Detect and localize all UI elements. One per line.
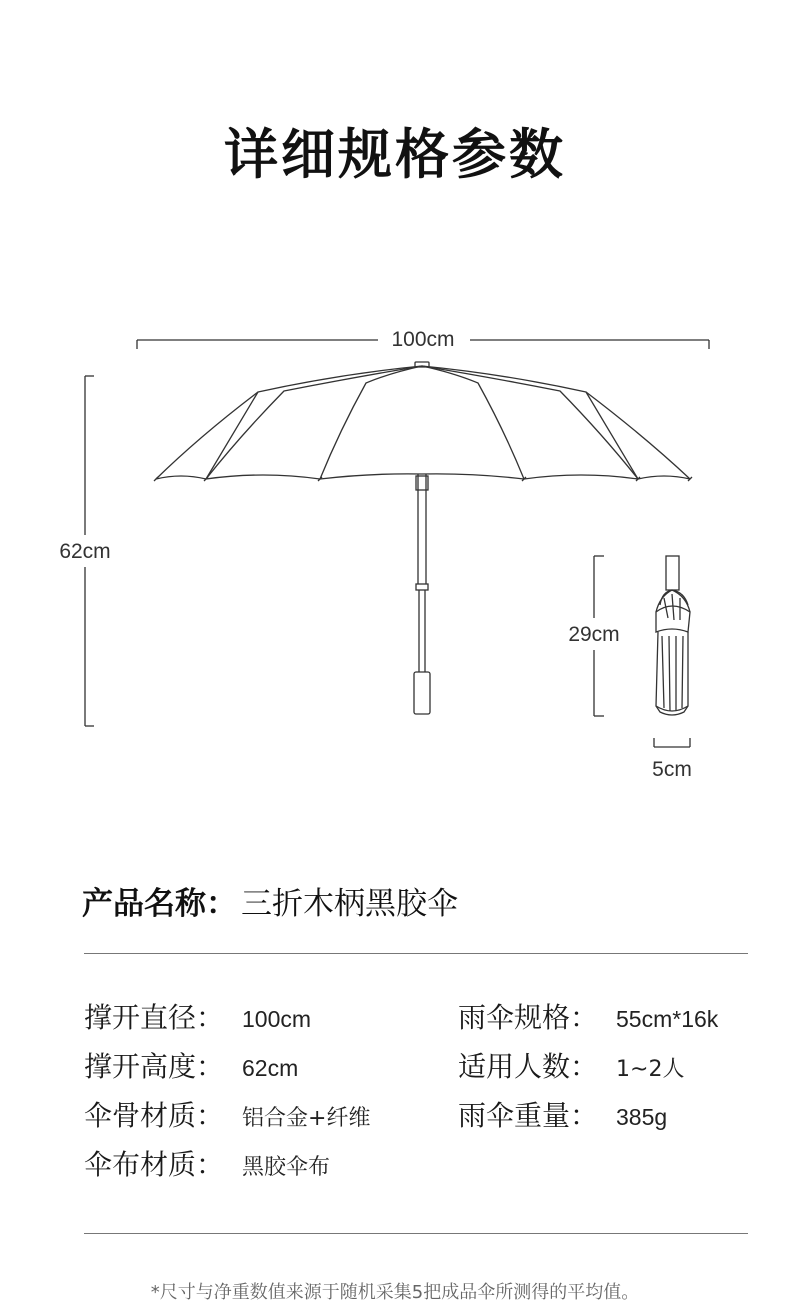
folded-width-label: 5cm xyxy=(652,758,692,781)
spec-value: 62cm xyxy=(242,1055,299,1081)
product-name-value: 三折木柄黑胶伞 xyxy=(241,886,458,922)
spec-value: 1~2人 xyxy=(616,1057,685,1082)
spec-item xyxy=(458,996,718,1036)
width-label: 100cm xyxy=(391,328,455,351)
spec-value: 55cm*16k xyxy=(616,1006,719,1032)
spec-key: 撑开高度： xyxy=(84,1050,225,1083)
divider-top xyxy=(84,953,748,954)
spec-key: 雨伞重量： xyxy=(458,1099,599,1132)
spec-value: 100cm xyxy=(242,1006,312,1032)
spec-key: 适用人数： xyxy=(458,1050,599,1083)
spec-value: 黑胶伞布 xyxy=(242,1155,331,1180)
height-label: 62cm xyxy=(59,540,111,563)
spec-item xyxy=(84,1045,298,1085)
spec-value: 铝合金+纤维 xyxy=(242,1106,371,1131)
spec-value: 385g xyxy=(616,1104,668,1130)
spec-key: 伞布材质： xyxy=(84,1148,225,1181)
spec-item xyxy=(84,1143,330,1183)
divider-bottom xyxy=(84,1233,748,1234)
spec-key: 撑开直径： xyxy=(84,1001,225,1034)
product-name-row xyxy=(82,878,458,923)
folded-length-label: 29cm xyxy=(568,623,620,646)
spec-item xyxy=(458,1094,667,1134)
spec-key: 伞骨材质： xyxy=(84,1099,225,1132)
product-name-key: 产品名称： xyxy=(82,886,237,922)
umbrella-dimension-diagram xyxy=(0,300,790,800)
spec-key: 雨伞规格： xyxy=(458,1001,599,1034)
folded-width-dimension-line xyxy=(654,738,690,747)
open-umbrella-icon xyxy=(154,362,692,714)
folded-umbrella-icon xyxy=(656,556,690,715)
spec-grid xyxy=(84,992,764,1192)
spec-item xyxy=(84,996,311,1036)
spec-item xyxy=(84,1094,370,1134)
footnote: *尺寸与净重数值来源于随机采集5把成品伞所测得的平均值。 xyxy=(150,1282,640,1303)
spec-item xyxy=(458,1045,684,1085)
page-title: 详细规格参数 xyxy=(224,123,566,186)
